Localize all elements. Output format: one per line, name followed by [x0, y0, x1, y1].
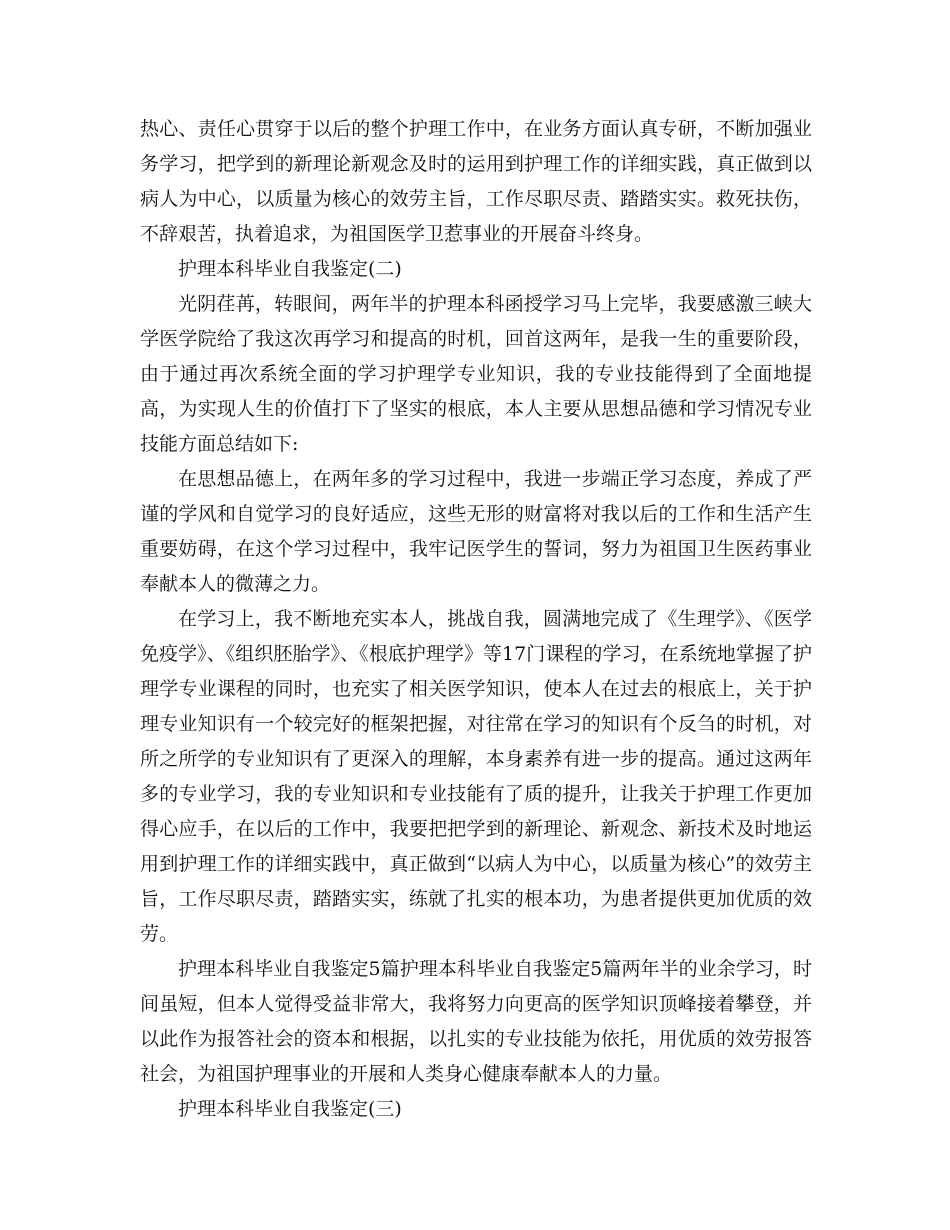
paragraph-continued: 热心、责任心贯穿于以后的整个护理工作中，在业务方面认真专研，不断加强业务学习，把学到的新理论新观念及时的运用到护理工作的详细实践，真正做到以病人为中心，以质量为核心的效劳主旨，工作尽职尽责、踏踏实实。救死扶伤，不辞艰苦，执着追求，为祖国医学卫惹事业的开展奋斗终身。: [140, 118, 812, 245]
document-page: [140, 112, 812, 1127]
paragraph: 在学习上，我不断地充实本人，挑战自我，圆满地完成了《生理学》、《医学免疫学》、《组织胚胎学》、《根底护理学》等17门课程的学习，在系统地掌握了护理学专业课程的同时，也充实了相关医学知识，使本人在过去的根底上，关于护理专业知识有一个较完好的框架把握，对往常在学习的知识有个反刍的时机，对所之所学的专业知识有了更深入的理解，本身素养有进一步的提高。通过这两年多的专业学习，我的专业知识和专业技能有了质的提升，让我关于护理工作更加得心应手，在以后的工作中，我要把把学到的新理论、新观念、新技术及时地运用到护理工作的详细实践中，真正做到“以病人为中心，以质量为核心”的效劳主旨，工作尽职尽责，踏踏实实，练就了扎实的根本功，为患者提供更加优质的效劳。: [140, 608, 812, 945]
paragraph: 护理本科毕业自我鉴定5篇护理本科毕业自我鉴定5篇两年半的业余学习，时间虽短，但本人觉得受益非常大，我将努力向更高的医学知识顶峰接着攀登，并以此作为报答社会的资本和根据，以扎实的专业技能为依托，用优质的效劳报答社会，为祖国护理事业的开展和人类身心健康奉献本人的力量。: [140, 958, 812, 1085]
section-heading: 护理本科毕业自我鉴定(三): [178, 1098, 402, 1120]
paragraph: 在思想品德上，在两年多的学习过程中，我进一步端正学习态度，养成了严谨的学风和自觉学习的良好适应，这些无形的财富将对我以后的工作和生活产生重要妨碍，在这个学习过程中，我牢记医学生的誓词，努力为祖国卫生医药事业奉献本人的微薄之力。: [140, 468, 812, 595]
paragraph: 光阴荏苒，转眼间，两年半的护理本科函授学习马上完毕，我要感激三峡大学医学院给了我这次再学习和提高的时机，回首这两年，是我一生的重要阶段，由于通过再次系统全面的学习护理学专业知识，我的专业技能得到了全面地提高，为实现人生的价值打下了坚实的根底，本人主要从思想品德和学习情况专业技能方面总结如下:: [140, 293, 812, 455]
section-heading: 护理本科毕业自我鉴定(二): [178, 258, 402, 280]
